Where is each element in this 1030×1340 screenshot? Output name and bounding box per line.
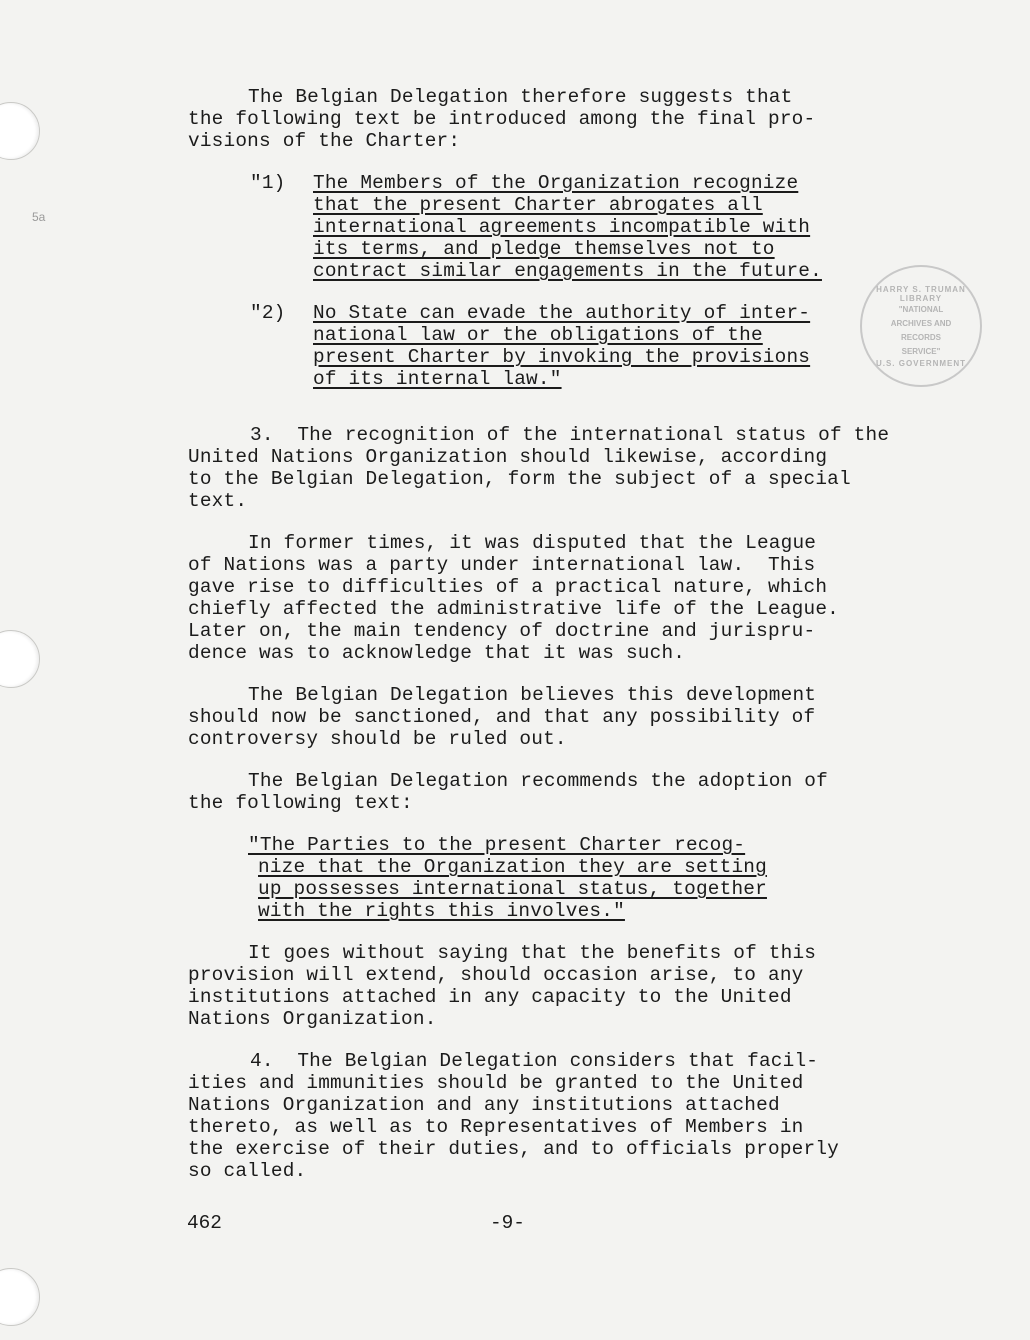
paragraph-3-line-3: to the Belgian Delegation, form the subject of a special: [188, 468, 851, 490]
quote-2-line-4: of its internal law.": [313, 368, 562, 390]
quote-1-line-5: contract similar engagements in the future.: [313, 260, 822, 282]
punch-hole-bottom: [0, 1268, 40, 1326]
paragraph-4-line-2: of Nations was a party under international law. This: [188, 554, 816, 576]
paragraph-3-line-4: text.: [188, 490, 248, 512]
paragraph-8-line-1: 4. The Belgian Delegation considers that facil-: [250, 1050, 819, 1072]
stamp-inner-1: "NATIONAL: [898, 304, 944, 314]
quote-2-line-3: present Charter by invoking the provisions: [313, 346, 811, 368]
paragraph-4-line-1: In former times, it was disputed that the League: [248, 532, 817, 554]
paragraph-8-line-6: so called.: [188, 1160, 307, 1182]
stamp-inner-2: ARCHIVES AND: [890, 318, 952, 328]
paragraph-7-line-1: It goes without saying that the benefits of this: [248, 942, 817, 964]
paragraph-1-line-3: visions of the Charter:: [188, 130, 461, 152]
quote-3-line-3: up possesses international status, together: [258, 878, 767, 900]
archive-stamp: [860, 265, 982, 387]
quote-1-line-1: The Members of the Organization recognize: [313, 172, 799, 194]
paragraph-8-line-5: the exercise of their duties, and to officials properly: [188, 1138, 839, 1160]
quote-2-line-1: No State can evade the authority of inter-: [313, 302, 811, 324]
quote-1-number: "1): [250, 172, 286, 194]
punch-hole-middle: [0, 630, 40, 688]
paragraph-8-line-2: ities and immunities should be granted to the United: [188, 1072, 804, 1094]
stamp-inner-3: RECORDS: [900, 332, 941, 342]
paragraph-6-line-2: the following text:: [188, 792, 413, 814]
quote-2-line-2: national law or the obligations of the: [313, 324, 763, 346]
paragraph-4-line-3: gave rise to difficulties of a practical nature, which: [188, 576, 828, 598]
paragraph-5-line-3: controversy should be ruled out.: [188, 728, 567, 750]
quote-3-line-1: "The Parties to the present Charter recog-: [248, 834, 746, 856]
quote-3-line-2: nize that the Organization they are setting: [258, 856, 767, 878]
paragraph-5-line-2: should now be sanctioned, and that any possibility of: [188, 706, 816, 728]
stamp-inner-4: SERVICE": [901, 346, 941, 356]
paragraph-1-line-1: The Belgian Delegation therefore suggests that: [248, 86, 793, 108]
paragraph-6-line-1: The Belgian Delegation recommends the adoption of: [248, 770, 828, 792]
paragraph-3-line-2: United Nations Organization should likewise, according: [188, 446, 828, 468]
paragraph-4-line-4: chiefly affected the administrative life of the League.: [188, 598, 839, 620]
punch-hole-top: [0, 102, 40, 160]
paragraph-8-line-3: Nations Organization and any institutions attached: [188, 1094, 780, 1116]
paragraph-7-line-4: Nations Organization.: [188, 1008, 437, 1030]
quote-1-line-3: international agreements incompatible with: [313, 216, 811, 238]
paragraph-1-line-2: the following text be introduced among the final pro-: [188, 108, 816, 130]
quote-2-number: "2): [250, 302, 286, 324]
paragraph-7-line-2: provision will extend, should occasion arise, to any: [188, 964, 804, 986]
paragraph-5-line-1: The Belgian Delegation believes this development: [248, 684, 817, 706]
paragraph-8-line-4: thereto, as well as to Representatives of Members in: [188, 1116, 804, 1138]
paragraph-7-line-3: institutions attached in any capacity to the United: [188, 986, 792, 1008]
paragraph-3-line-1: 3. The recognition of the international status of the: [250, 424, 890, 446]
margin-mark: 5a: [32, 210, 46, 224]
stamp-ring-bottom: U.S. GOVERNMENT: [875, 358, 967, 368]
document-number: 462: [187, 1212, 222, 1234]
quote-1-line-4: its terms, and pledge themselves not to: [313, 238, 775, 260]
paragraph-4-line-6: dence was to acknowledge that it was such.: [188, 642, 686, 664]
quote-3-line-4: with the rights this involves.": [258, 900, 625, 922]
stamp-ring-top: HARRY S. TRUMAN LIBRARY: [876, 284, 966, 303]
quote-1-line-2: that the present Charter abrogates all: [313, 194, 763, 216]
paragraph-4-line-5: Later on, the main tendency of doctrine and jurispru-: [188, 620, 816, 642]
page-number: -9-: [490, 1212, 525, 1234]
